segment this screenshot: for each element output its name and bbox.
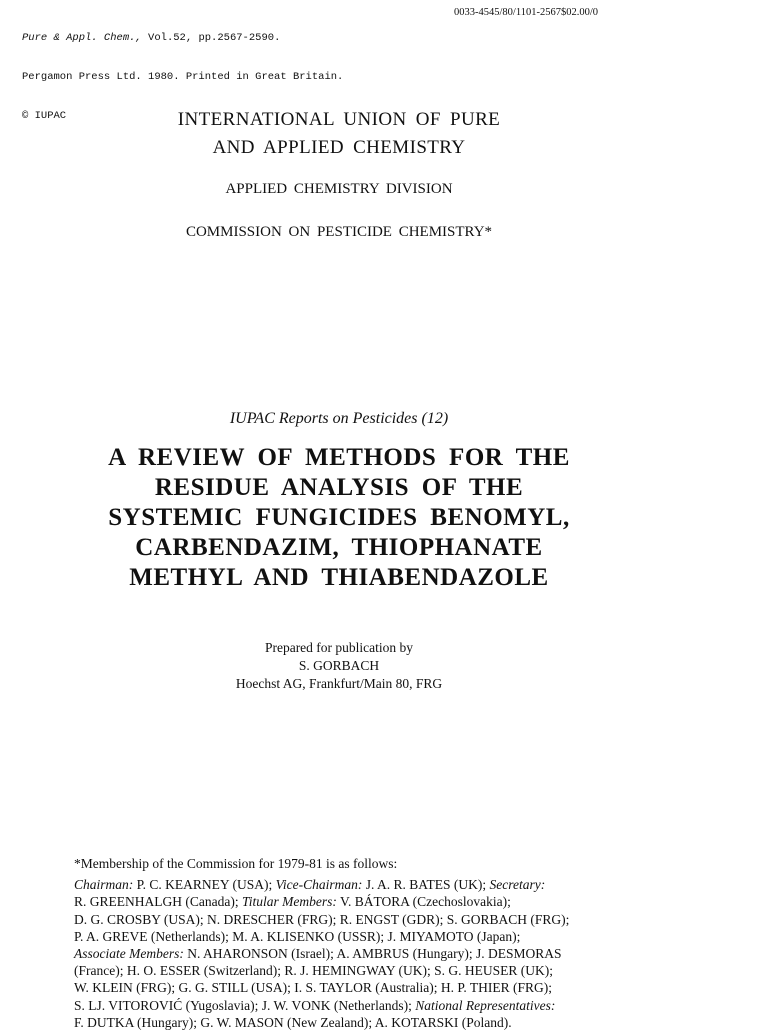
role-label: Titular Members:	[241, 894, 337, 910]
title-line: RESIDUE ANALYSIS OF THE	[154, 474, 524, 501]
footnote-line	[74, 911, 634, 928]
organization-line-2: AND APPLIED CHEMISTRY	[212, 137, 466, 158]
member-text: D. G. CROSBY (USA); N. DRESCHER (FRG); R. ENGST (GDR); S. GORBACH (FRG);	[74, 911, 570, 927]
commission-heading: COMMISSION ON PESTICIDE CHEMISTRY*	[185, 224, 493, 240]
paper-title	[0, 443, 678, 593]
footnote-line	[74, 893, 634, 910]
title-line: SYSTEMIC FUNGICIDES BENOMYL,	[108, 504, 570, 531]
member-text: P. A. GREVE (Netherlands); M. A. KLISENKO (USSR); J. MIYAMOTO (Japan);	[74, 928, 521, 944]
member-text: W. KLEIN (FRG); G. G. STILL (USA); I. S. TAYLOR (Australia); H. P. THIER (FRG);	[74, 980, 553, 996]
role-label: Vice-Chairman:	[275, 877, 363, 893]
publisher-line: Pergamon Press Ltd. 1980. Printed in Great Britain.	[22, 71, 344, 83]
membership-footnote	[74, 855, 634, 1031]
footnote-member-list	[74, 876, 634, 1031]
prepared-by-label: Prepared for publication by	[264, 640, 414, 655]
organization-line-1: INTERNATIONAL UNION OF PURE	[177, 109, 501, 130]
footnote-line	[74, 876, 634, 893]
author-affiliation: Hoechst AG, Frankfurt/Main 80, FRG	[235, 676, 443, 691]
member-text: V. BÁTORA (Czechoslovakia);	[336, 894, 511, 910]
footnote-line	[74, 945, 634, 962]
member-text: P. C. KEARNEY (USA);	[133, 877, 276, 893]
footnote-line	[74, 928, 634, 945]
footnote-line	[74, 997, 634, 1014]
footnote-line	[74, 962, 634, 979]
member-text: S. LJ. VITOROVIĆ (Yugoslavia); J. W. VONK (Netherlands);	[74, 997, 416, 1013]
member-text: (France); H. O. ESSER (Switzerland); R. J. HEMINGWAY (UK); S. G. HEUSER (UK);	[74, 963, 553, 979]
role-label: Associate Members:	[74, 946, 184, 962]
title-line: A REVIEW OF METHODS FOR THE	[108, 444, 570, 471]
role-label: Chairman:	[74, 877, 134, 893]
article-code: 0033-4545/80/1101-2567$02.00/0	[454, 7, 598, 18]
journal-line	[22, 32, 343, 45]
report-series: IUPAC Reports on Pesticides (12)	[229, 410, 449, 427]
member-text: J. A. R. BATES (UK);	[362, 877, 490, 893]
member-text: R. GREENHALGH (Canada);	[74, 894, 242, 910]
organization-heading	[0, 106, 678, 162]
footnote-line	[74, 979, 634, 996]
author-name: S. GORBACH	[298, 658, 380, 673]
division-heading: APPLIED CHEMISTRY DIVISION	[225, 181, 453, 197]
preparation-block	[0, 639, 678, 693]
role-label: National Representatives:	[415, 997, 556, 1013]
role-label: Secretary:	[489, 877, 546, 893]
member-text: N. AHARONSON (Israel); A. AMBRUS (Hungary); J. DESMORAS	[183, 946, 562, 962]
volume-pages: Vol.52, pp.2567-2590.	[148, 32, 281, 44]
title-line: METHYL AND THIABENDAZOLE	[129, 564, 549, 591]
copyright-line: © IUPAC	[22, 110, 67, 122]
footnote-line	[74, 1014, 634, 1031]
member-text: F. DUTKA (Hungary); G. W. MASON (New Zealand); A. KOTARSKI (Poland).	[74, 1014, 512, 1030]
journal-name: Pure & Appl. Chem.,	[22, 32, 142, 44]
title-line: CARBENDAZIM, THIOPHANATE	[135, 534, 543, 561]
footnote-intro: *Membership of the Commission for 1979-81 is as follows:	[74, 856, 398, 871]
